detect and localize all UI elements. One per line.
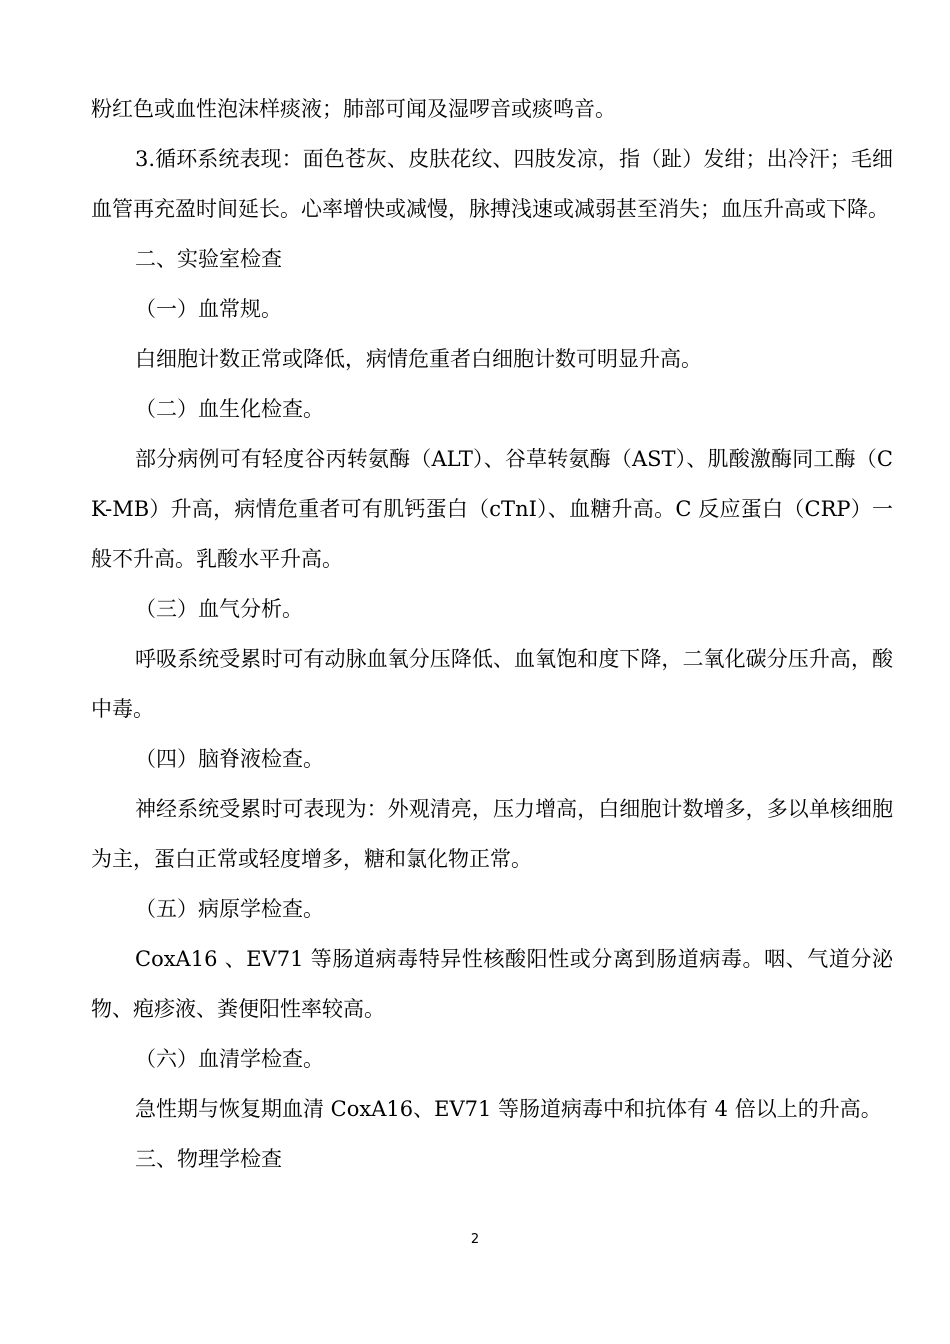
section-heading-lab-tests: 二、实验室检查 [135,247,282,271]
paragraph-etiology: CoxA16 、EV71 等肠道病毒特异性核酸阳性或分离到肠道病毒。咽、气道分泌物、疱疹液、粪便阳性率较高。 [91,947,893,1021]
page-number: 2 [470,1232,480,1247]
subsection-heading-biochemistry: （二）血生化检查。 [135,397,324,421]
paragraph-serology: 急性期与恢复期血清 CoxA16、EV71 等肠道病毒中和抗体有 4 倍以上的升高。 [135,1097,882,1121]
subsection-heading-blood-routine: （一）血常规。 [135,297,282,321]
paragraph-circulatory-symptoms: 3.循环系统表现：面色苍灰、皮肤花纹、四肢发凉，指（趾）发绀；出冷汗；毛细血管再充盈时间延长。心率增快或减慢，脉搏浅速或减弱甚至消失；血压升高或下降。 [91,147,893,221]
document-body [91,84,893,1184]
paragraph-biochemistry: 部分病例可有轻度谷丙转氨酶（ALT）、谷草转氨酶（AST）、肌酸激酶同工酶（CK-MB）升高，病情危重者可有肌钙蛋白（cTnI）、血糖升高。C 反应蛋白（CRP）一般不升高。乳酸水平升高。 [91,447,893,571]
paragraph-csf: 神经系统受累时可表现为：外观清亮，压力增高，白细胞计数增多，多以单核细胞为主，蛋白正常或轻度增多，糖和氯化物正常。 [91,797,893,871]
subsection-heading-blood-gas: （三）血气分析。 [135,597,303,621]
paragraph-blood-routine: 白细胞计数正常或降低，病情危重者白细胞计数可明显升高。 [135,347,702,371]
subsection-heading-csf: （四）脑脊液检查。 [135,747,324,771]
subsection-heading-serology: （六）血清学检查。 [135,1047,324,1071]
subsection-heading-etiology: （五）病原学检查。 [135,897,324,921]
section-heading-physical-exam: 三、物理学检查 [135,1147,282,1171]
paragraph-blood-gas: 呼吸系统受累时可有动脉血氧分压降低、血氧饱和度下降，二氧化碳分压升高，酸中毒。 [91,647,893,721]
paragraph-continuation: 粉红色或血性泡沫样痰液；肺部可闻及湿啰音或痰鸣音。 [91,97,616,121]
